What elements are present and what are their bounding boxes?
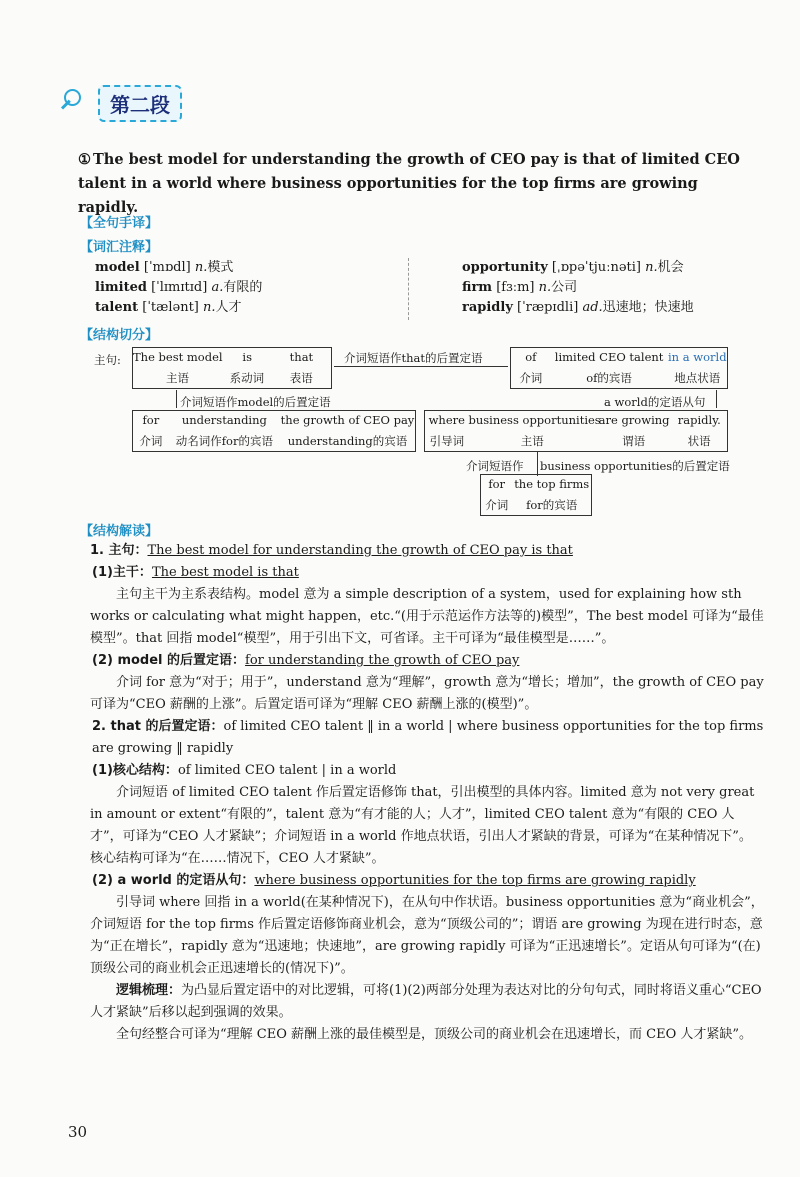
heading-model-attr: (2) model 的后置定语： xyxy=(92,653,246,668)
arrow-line xyxy=(334,366,508,367)
para-6: 全句经整合可译为“理解 CEO 薪酬上涨的最佳模型是，顶级公司的商业机会在迅速增长，而 CEO 人才紧缺”。 xyxy=(116,1027,753,1042)
para-4: 引导词 where 回指 in a world(在某种情况下)，在从句中作状语。business opportunities 意为“商业机会”，介词短语 for the top firms 作后置定语修饰商业机会，意为“顶级公司的”；谓语 are growing 为现在进行时态，意为“正在增长”，rapidly 意为“迅速地；快速地”，are growing rapidly 可译为“正迅速增长”。定语从句可译为“(在)顶级公司的商业机会正迅速增长的(情况下)”。 xyxy=(90,895,764,976)
sentence-text: The best model for understanding the growth of CEO pay is that of limited CEO talent in a world where business opportunities for the top firms are growing rapidly. xyxy=(78,151,740,216)
heading-main-clause: 1. 主句： xyxy=(90,543,148,558)
pp-label-2: 介词短语作model的后置定语 xyxy=(180,395,331,409)
heading-that-attr: 2. that 的后置定语： xyxy=(92,719,224,734)
heading-trunk: (1)主干： xyxy=(92,565,152,580)
sentence xyxy=(78,148,758,220)
page-number: 30 xyxy=(68,1123,88,1141)
vocab-divider xyxy=(408,258,417,320)
model-attr-text: for understanding the growth of CEO pay xyxy=(245,653,520,668)
main-clause-text: The best model for understanding the growth of CEO pay is that xyxy=(147,543,573,558)
analysis-body xyxy=(92,540,764,1046)
vocab-item: firm [fɜːm] n.公司 xyxy=(462,280,578,295)
rel-box: where business opportunities are growing rapidly. 引导词 主语 谓语 状语 xyxy=(424,410,728,452)
pp-box-2: for understanding the growth of CEO pay 介词 动名词作for的宾语 understanding的宾语 xyxy=(132,410,416,452)
that-attr-text: of limited CEO talent ‖ in a world | where business opportunities for the top firms are growing ‖ rapidly xyxy=(92,719,764,756)
main-clause-box: The best model is that 主语 系动词 表语 xyxy=(132,347,332,389)
para-5: 为凸显后置定语中的对比逻辑，可将(1)(2)两部分处理为表达对比的分句句式，同时将语义重心“CEO 人才紧缺”后移以起到强调的效果。 xyxy=(90,983,762,1020)
heading-logic: 逻辑梳理： xyxy=(116,983,182,998)
tag-vocab: 【词汇注释】 xyxy=(80,240,159,255)
pp-label-3b: business opportunities的后置定语 xyxy=(540,459,730,473)
pp-box-1: of limited CEO talent in a world 介词 of的宾语 地点状语 xyxy=(510,347,728,389)
vocab-left xyxy=(95,258,395,318)
pp-label-1: 介词短语作that的后置定语 xyxy=(344,351,483,365)
sentence-number: ① xyxy=(78,151,91,168)
vocab-item: opportunity [ˌɒpəˈtjuːnəti] n.机会 xyxy=(462,260,684,275)
section-header xyxy=(62,86,182,120)
vocab-item: talent [ˈtælənt] n.人才 xyxy=(95,300,242,315)
vocab-right xyxy=(462,258,762,318)
arrow-line xyxy=(716,390,717,408)
section-title: 第二段 xyxy=(98,85,182,122)
pp-label-3: 介词短语作 xyxy=(466,459,524,473)
para-2: 介词 for 意为“对于；用于”，understand 意为“理解”，growth 意为“增长；增加”，the growth of CEO pay 可译为“CEO 薪酬的上涨”。后置定语可译为“理解 CEO 薪酬上涨的(模型)”。 xyxy=(90,675,764,712)
heading-core: (1)核心结构： xyxy=(92,763,178,778)
para-1: 主句主干为主系表结构。model 意为 a simple description of a system，used for explaining how sth works or calculating what might happen，etc.“(用于示范运作方法等的)模型”，The best model 可译为“最佳模型”。that 回指 model“模型”，用于引出下文，可省译。主干可译为“最佳模型是……”。 xyxy=(90,587,764,646)
arrow-line xyxy=(537,452,538,476)
main-clause-label: 主句: xyxy=(94,353,121,367)
core-text: of limited CEO talent | in a world xyxy=(177,763,397,778)
rel-clause-text: where business opportunities for the top firms are growing rapidly xyxy=(254,873,696,888)
magnifier-icon xyxy=(62,88,92,118)
trunk-text: The best model is that xyxy=(151,565,299,580)
tag-translate: 【全句手译】 xyxy=(80,216,159,231)
vocab-item: limited [ˈlɪmɪtɪd] a.有限的 xyxy=(95,280,263,295)
arrow-line xyxy=(176,390,177,408)
vocab-item: model [ˈmɒdl] n.模式 xyxy=(95,260,234,275)
vocab-item: rapidly [ˈræpɪdli] ad.迅速地；快速地 xyxy=(462,300,694,315)
rel-label: a world的定语从句 xyxy=(604,395,706,409)
tag-analysis: 【结构解读】 xyxy=(80,524,159,539)
pp-box-3: for the top firms 介词 for的宾语 xyxy=(480,474,592,516)
heading-rel-clause: (2) a world 的定语从句： xyxy=(92,873,255,888)
para-3: 介词短语 of limited CEO talent 作后置定语修饰 that，引出模型的具体内容。limited 意为 not very great in amount or extent“有限的”，talent 意为“有才能的人；人才”，limited CEO talent 意为“有限的 CEO 人才”，可译为“CEO 人才紧缺”；介词短语 in a world 作地点状语，引出人才紧缺的背景，可译为“在某种情况下”。核心结构可译为“在……情况下，CEO 人才紧缺”。 xyxy=(90,785,755,866)
tag-structure: 【结构切分】 xyxy=(80,328,159,343)
